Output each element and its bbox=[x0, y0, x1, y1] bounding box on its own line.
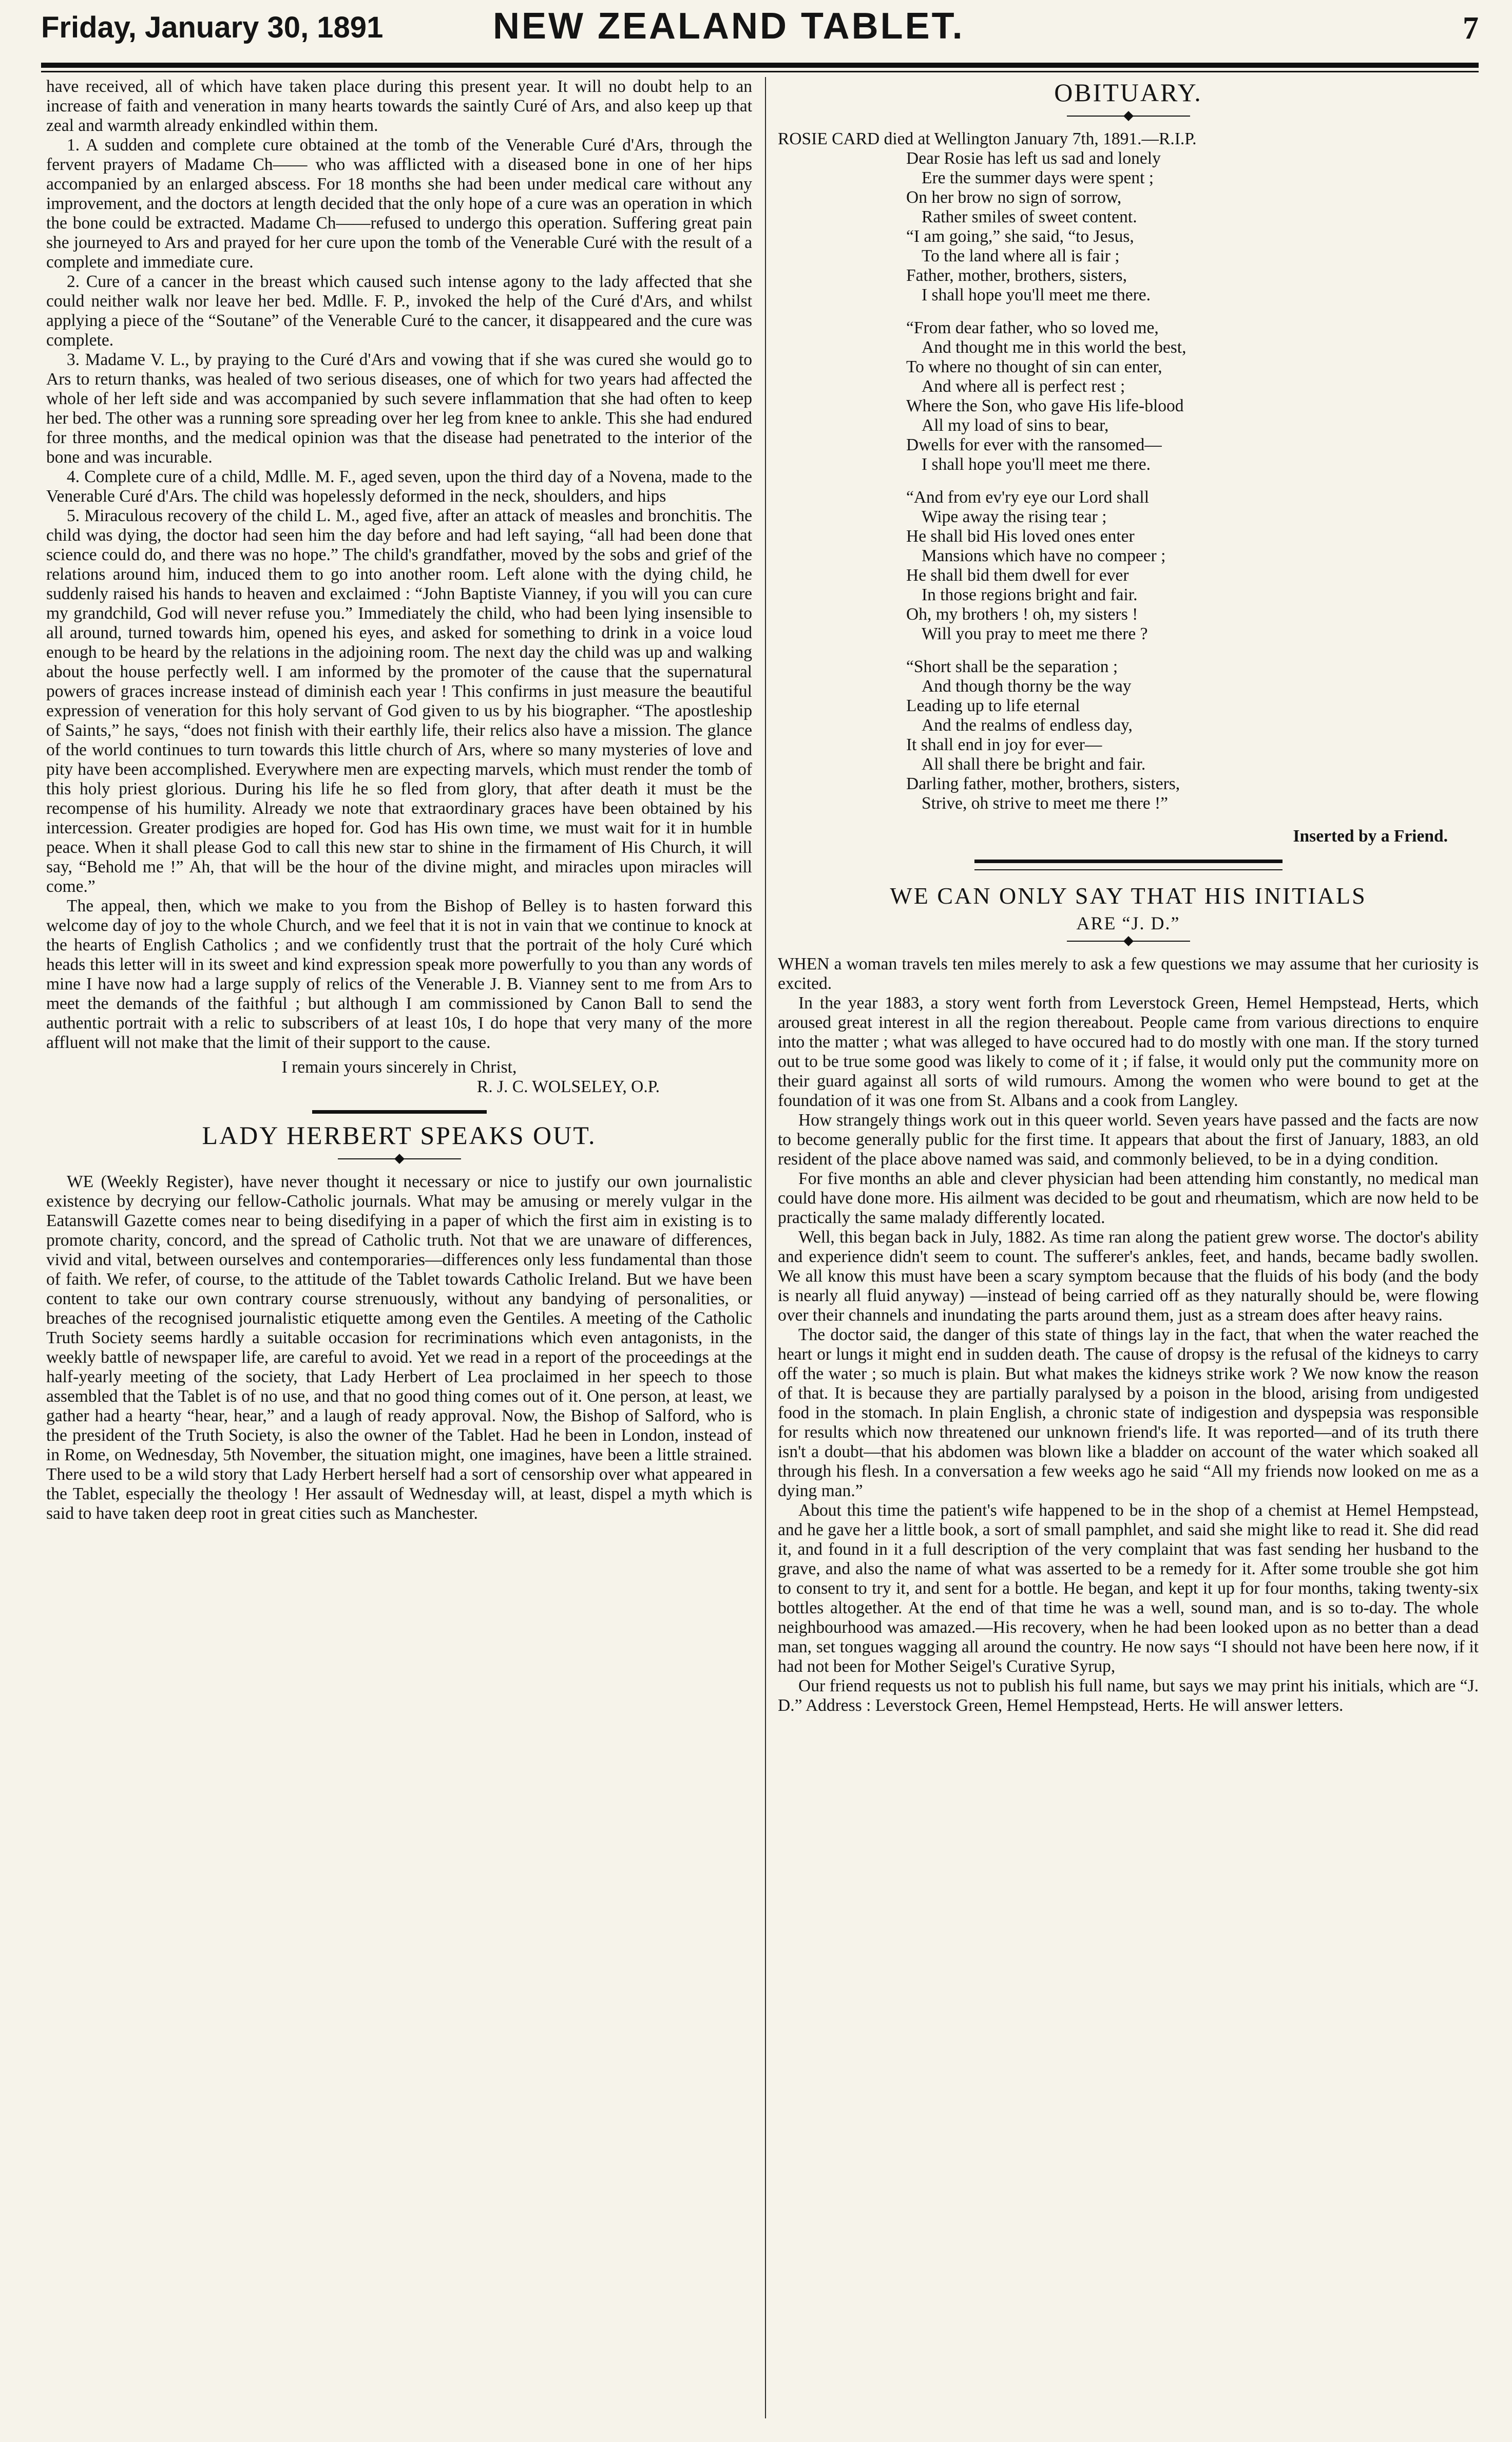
poem-line: In those regions bright and fair. bbox=[922, 585, 1138, 604]
poem-line: Wipe away the rising tear ; bbox=[922, 507, 1107, 526]
poem-line: He shall bid His loved ones enter bbox=[906, 527, 1135, 546]
initials-paragraph: Our friend requests us not to publish his full name, but says we may print his initials, which are “J. D.” Address : Leverstock Green, Hemel Hempstead, Herts. He will answer letters. bbox=[778, 1676, 1479, 1715]
initials-paragraph: WHEN a woman travels ten miles merely to ask a few questions we may assume that her curiosity is excited. bbox=[778, 955, 1479, 993]
poem-stanza bbox=[906, 149, 1479, 305]
obituary-heading: OBITUARY. bbox=[1054, 78, 1202, 107]
poem-line: Leading up to life eternal bbox=[906, 696, 1080, 715]
poem-line: Oh, my brothers ! oh, my sisters ! bbox=[906, 605, 1138, 624]
heading-ornament bbox=[778, 110, 1479, 122]
letter-paragraph: have received, all of which have taken place during this present year. It will no doubt help to an increase of faith and veneration in many hearts towards the saintly Curé of Ars, and also keep up that zeal and warmth already enkindled within them. bbox=[46, 77, 752, 135]
poem-line: All my load of sins to bear, bbox=[922, 416, 1109, 435]
masthead-rule-thick bbox=[41, 63, 1479, 68]
poem-line: All shall there be bright and fair. bbox=[922, 755, 1146, 774]
poem-line: Mansions which have no compeer ; bbox=[922, 546, 1166, 565]
initials-paragraph: Well, this began back in July, 1882. As time ran along the patient grew worse. The doctor's ability and experience didn't seem to count. The sufferer's ankles, feet, and hands, became badly swollen. We all know this must have been a scary symptom because that the fluids of his body (and the body is nearly all fluid anyway) —instead of being carried off as they naturally should be, were flowing over their channels and inundating the parts around them, just as a stream does after heavy rains. bbox=[778, 1228, 1479, 1325]
section-rule bbox=[974, 860, 1283, 863]
newspaper-title: NEW ZEALAND TABLET. bbox=[493, 6, 965, 47]
poem-line: Darling father, mother, brothers, sisters, bbox=[906, 774, 1180, 793]
diamond-icon bbox=[1123, 111, 1134, 121]
initials-paragraph: For five months an able and clever physician had been attending him constantly, no medical man could have done more. His ailment was decided to be gout and rheumatism, which are now held to be practically the same malady differently located. bbox=[778, 1169, 1479, 1227]
heading-ornament bbox=[778, 935, 1479, 947]
letter-paragraph: 1. A sudden and complete cure obtained at the tomb of the Venerable Curé d'Ars, through the fervent prayers of Madame Ch—— who was afflicted with a diseased bone in one of her hips accompanied by an enlarged abscess. For 18 months she had been under medical care without any improvement, and the doctors at length decided that the only hope of a cure was an operation in which the bone could be extracted. Madame Ch——refused to undergo this operation. Suffering great pain she journeyed to Ars and prayed for her cure upon the tomb of the Venerable Curé with the result of a complete and immediate cure. bbox=[46, 136, 752, 272]
section-rule bbox=[312, 1110, 487, 1114]
vianney-letter bbox=[46, 77, 752, 1097]
right-column bbox=[778, 77, 1479, 2418]
poem-line: “I am going,” she said, “to Jesus, bbox=[906, 227, 1134, 246]
lady-herbert-paragraph: WE (Weekly Register), have never thought it necessary or nice to justify our own journalistic existence by decrying our fellow-Catholic journals. What may be amusing or merely vulgar in the Eatanswill Gazette comes near to being disedifying in a paper of which the first aim in existing is to promote charity, concord, and the spread of Catholic truth. Not that we are unaware of differences, vivid and vital, between ourselves and contemporaries—differences only less fundamental than those of faith. We refer, of course, to the attitude of the Tablet towards Catholic Ireland. But we have been content to take our own contrary course strenuously, without any bandying of personalities, or breaches of the recognised journalistic etiquette among even the Gentiles. A meeting of the Catholic Truth Society seems hardly a suitable occasion for recriminations which even antagonists, in the weekly battle of newspaper life, are careful to avoid. Yet we read in a report of the proceedings at the half-yearly meeting of the society, that Lady Herbert of Lea proclaimed in her speech to those assembled that the Tablet is of no use, and that no good thing comes out of it. One person, at least, we gather had a hearty “hear, hear,” and a laugh of ready approval. Now, the Bishop of Salford, who is the president of the Truth Society, is also the owner of the Tablet. Had he been in London, instead of in Rome, on Wednesday, 5th November, the situation might, one imagines, have been a little strained. There used to be a wild story that Lady Herbert herself had a sort of censorship over what appeared in the Tablet, especially the theology ! Her assault of Wednesday will, at least, dispel a myth which is said to have taken deep root in great cities such as Manchester. bbox=[46, 1172, 752, 1523]
poem-line: I shall hope you'll meet me there. bbox=[922, 285, 1151, 304]
poem-stanza bbox=[906, 657, 1479, 813]
poem-stanza bbox=[906, 488, 1479, 644]
heading-ornament bbox=[46, 1153, 752, 1165]
poem-line: Where the Son, who gave His life-blood bbox=[906, 396, 1184, 415]
issue-date: Friday, January 30, 1891 bbox=[41, 11, 384, 44]
section-rule-thin bbox=[974, 869, 1283, 870]
poem-line: Ere the summer days were spent ; bbox=[922, 168, 1154, 187]
diamond-icon bbox=[1123, 936, 1134, 946]
poem-line: On her brow no sign of sorrow, bbox=[906, 188, 1122, 207]
letter-paragraph: 2. Cure of a cancer in the breast which caused such intense agony to the lady affected that she could neither walk nor leave her bed. Mdlle. F. P., invoked the help of the Curé d'Ars, and whilst applying a piece of the “Soutane” of the Venerable Curé to the cancer, it disappeared and the cure was complete. bbox=[46, 272, 752, 350]
poem-line: I shall hope you'll meet me there. bbox=[922, 455, 1151, 474]
initials-subheading: ARE “J. D.” bbox=[1076, 913, 1180, 933]
letter-paragraph: 5. Miraculous recovery of the child L. M., aged five, after an attack of measles and bronchitis. The child was dying, the doctor had seen him the day before and had left saying, “all had been done that science could do, and there was no hope.” The child's grandfather, moved by the sobs and grief of the relations around him, induced them to go into another room. Left alone with the dying child, he suddenly raised his hands to heaven and exclaimed : “John Baptiste Vianney, if you will you can cure my grandchild, God will never refuse you.” Immediately the child, who had been lying insensible to all around, turned towards him, opened his eyes, and asked for something to drink in a voice loud enough to be heard by the relations in the adjoining room. The next day the child was up and walking about the house perfectly well. I am informed by the promoter of the cause that the supernatural powers of graces increase instead of diminish each year ! This confirms in just measure the beautiful expression of veneration for this holy servant of God given to us by his biographer. “The apostleship of Saints,” he says, “does not finish with their earthly life, their relics also have a mission. The glance of the world continues to turn towards this little church of Ars, where so many mysteries of love and pity have been accomplished. Everywhere men are expecting marvels, which must render the tomb of this holy priest glorious. During his life he so fled from glory, that after death it must be the recompense of his humility. Already we note that extraordinary graces have been obtained by his intercession. Greater prodigies are hoped for. God has His own time, we must wait for it in humble peace. When it shall please God to call this new star to shine in the firmament of His Church, it will say, “Behold me !” Ah, that will be the hour of the divine might, and miracles upon miracles will come.” bbox=[46, 506, 752, 896]
masthead-rule-thin bbox=[41, 71, 1479, 72]
initials-heading: WE CAN ONLY SAY THAT HIS INITIALS bbox=[890, 883, 1367, 909]
letter-signature: R. J. C. WOLSELEY, O.P. bbox=[476, 1077, 660, 1096]
poem-line: To the land where all is fair ; bbox=[922, 246, 1120, 265]
poem-line: And though thorny be the way bbox=[922, 677, 1132, 696]
poem-line: “And from ev'ry eye our Lord shall bbox=[906, 488, 1150, 507]
diamond-icon bbox=[394, 1154, 405, 1164]
obituary-credit: Inserted by a Friend. bbox=[1293, 827, 1448, 846]
poem-line: Will you pray to meet me there ? bbox=[922, 624, 1148, 643]
letter-paragraph: The appeal, then, which we make to you from the Bishop of Belley is to hasten forward this welcome day of joy to the whole Church, and we feel that it is not in vain that we continue to knock at the hearts of English Catholics ; and we confidently trust that the portrait of the holy Curé which heads this letter will in its sweet and kind expression speak more powerfully to you than any words of mine I have now had a large supply of relics of the Venerable J. B. Vianney sent to me from Ars to meet the demands of the faithful ; but although I am commissioned by Canon Ball to send the authentic portrait with a relic to subscribers of at least 10s, I do hope that very many of the more affluent will not make that the limit of their support to the cause. bbox=[46, 896, 752, 1052]
letter-closing: I remain yours sincerely in Christ, bbox=[281, 1058, 517, 1077]
lady-herbert-heading: LADY HERBERT SPEAKS OUT. bbox=[202, 1121, 597, 1150]
poem-line: Father, mother, brothers, sisters, bbox=[906, 266, 1127, 285]
poem-line: It shall end in joy for ever— bbox=[906, 735, 1102, 754]
letter-paragraph: 4. Complete cure of a child, Mdlle. M. F., aged seven, upon the third day of a Novena, made to the Venerable Curé d'Ars. The child was hopelessly deformed in the neck, shoulders, and hips bbox=[46, 467, 752, 506]
poem-line: Strive, oh strive to meet me there !” bbox=[922, 794, 1169, 813]
left-column bbox=[46, 77, 752, 2418]
page-number: 7 bbox=[1463, 11, 1479, 46]
column-divider bbox=[765, 77, 766, 2418]
poem-line: Dear Rosie has left us sad and lonely bbox=[906, 149, 1161, 168]
poem-line: Dwells for ever with the ransomed— bbox=[906, 435, 1162, 454]
obituary-intro: ROSIE CARD died at Wellington January 7th, 1891.—R.I.P. bbox=[778, 129, 1197, 148]
initials-paragraph: About this time the patient's wife happened to be in the shop of a chemist at Hemel Hempstead, and he gave her a little book, a sort of small pamphlet, and said she might like to read it. She did read it, and found in it a full description of the very complaint that was fast sending her husband to the grave, and also the name of what was asserted to be a remedy for it. After some trouble she got him to consent to try it, and sent for a bottle. He began, and kept it up for four months, taking twenty-six bottles altogether. At the end of that time he was a well, sound man, and is so to-day. The whole neighbourhood was amazed.—His recovery, when he had been looked upon as no better than a dead man, set tongues wagging all around the country. He now says “I should not have been here now, if it had not been for Mother Seigel's Curative Syrup, bbox=[778, 1501, 1479, 1676]
poem-line: And the realms of endless day, bbox=[922, 716, 1133, 735]
poem-stanza bbox=[906, 318, 1479, 474]
poem-line: Rather smiles of sweet content. bbox=[922, 207, 1137, 226]
obituary-poem bbox=[778, 149, 1479, 813]
masthead bbox=[41, 4, 1479, 61]
poem-line: And where all is perfect rest ; bbox=[922, 377, 1125, 396]
poem-line: He shall bid them dwell for ever bbox=[906, 566, 1129, 585]
poem-line: “Short shall be the separation ; bbox=[906, 657, 1118, 676]
poem-line: “From dear father, who so loved me, bbox=[906, 318, 1159, 337]
poem-line: And thought me in this world the best, bbox=[922, 338, 1186, 357]
initials-paragraph: In the year 1883, a story went forth from Leverstock Green, Hemel Hempstead, Herts, which aroused great interest in all the region thereabout. People came from various directions to enquire into the matter ; what was alleged to have occured had to do mostly with one man. If the story turned out to be true some good was likely to come of it ; if false, it would only put the community more on their guard against all sorts of wild rumours. Among the women who were bound to get at the foundation of it was one from St. Albans and a cook from Langley. bbox=[778, 994, 1479, 1110]
poem-line: To where no thought of sin can enter, bbox=[906, 357, 1162, 376]
letter-paragraph: 3. Madame V. L., by praying to the Curé d'Ars and vowing that if she was cured she would go to Ars to return thanks, was healed of two serious diseases, one of which for two years had affected the whole of her left side and was accompanied by such severe inflammation that she had often to keep her bed. The other was a running sore spreading over her leg from knee to ankle. This she had endured for three months, and the medical opinion was that the disease had penetrated to the interior of the bone and was incurable. bbox=[46, 350, 752, 467]
initials-paragraph: The doctor said, the danger of this state of things lay in the fact, that when the water reached the heart or lungs it might end in sudden death. The cause of dropsy is the refusal of the kidneys to carry off the water ; so much is plain. But what makes the kidneys strike work ? We now know the reason of that. It is because they are partially paralysed by a poison in the blood, arising from undigested food in the stomach. In plain English, a chronic state of indigestion and dyspepsia was responsible for results which now threatened our unknown friend's life. It was reported—and of its truth there isn't a doubt—that his abdomen was blown like a bladder on account of the water which soaked all through his flesh. In a conversation a few weeks ago he said “All my friends now looked on me as a dying man.” bbox=[778, 1325, 1479, 1500]
initials-paragraph: How strangely things work out in this queer world. Seven years have passed and the facts are now to become generally public for the first time. It appears that about the first of January, 1883, an old resident of the place above named was said, and commonly believed, to be in a dying condition. bbox=[778, 1111, 1479, 1169]
